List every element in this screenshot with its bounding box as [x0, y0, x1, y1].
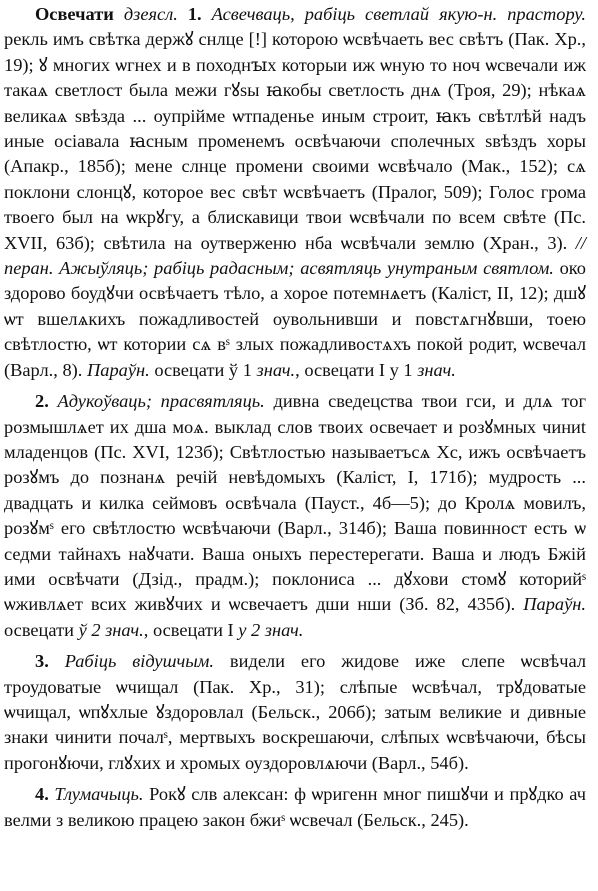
- sense-number: 2.: [35, 391, 49, 412]
- citations: видели его жидове иже слепе ѡсвѣчал троудоватые ѡчищал (Пак. Хр., 31); слѣпые ѡсвѣчал, трꙋдоватые ѡчищал, ѡпꙋхлые ꙋздоровлал (Бельск., 206б); затым великие и дивные знаки чинити почалˢ, мертвыхъ воскрешаючи, слѣпых ѡсвѣчаючи, бѣсы прогонꙋючи, глꙋхих и хромых оуздоровлѧючи (Варл., 54б).: [4, 651, 587, 773]
- cross-reference: , освецати I: [143, 619, 239, 640]
- sense-abbrev: у 2 знач.: [238, 619, 304, 640]
- sense-definition: Рабіць відушчым.: [48, 651, 215, 672]
- sense-number: 4.: [35, 784, 49, 805]
- sense-number: 3.: [35, 651, 49, 672]
- compare-label: Параўн.: [87, 359, 150, 380]
- entry-paragraph-1: [4, 2, 586, 383]
- citations: око здорово боудꙋчи освѣчаетъ тѣло, а хорое потемнѧетъ (Каліст, II, 12); дшꙋ ѡт вшелѧкихъ пожадливостей оувольнивши и повстѧгнꙋвши, тоею свѣтлостю, ѡт котории сѧ вˢ злых пожадливостѧхъ покой родит, ѡсвечал (Варл., 8).: [4, 258, 586, 380]
- entry-paragraph-4: [4, 782, 586, 833]
- part-of-speech: дзеясл.: [113, 4, 188, 24]
- sense-number: 1.: [187, 4, 202, 24]
- sense-abbrev: знач.: [417, 359, 456, 380]
- entry-paragraph-2: [4, 389, 586, 643]
- cross-reference: освецати ў 1: [149, 359, 257, 380]
- sense-abbrev: знач.: [256, 359, 296, 380]
- citations: Рокꙋ слв алексан: ф ѡригенн мног пишꙋчи и прꙋдко ач велми з великою працею закон бжиˢ ѡсвечал (Бельск., 245).: [4, 784, 586, 830]
- cross-reference: , освецати I у 1: [295, 359, 418, 380]
- sense-abbrev: ў 2 знач.: [78, 619, 144, 640]
- cross-reference: освецати: [4, 619, 79, 640]
- sense-definition: Адукоўваць; прасвятляць.: [48, 391, 265, 412]
- sense-definition: Тлумачыць.: [48, 784, 144, 805]
- citations: дивна сведецства твои гси, и длѧ тог розмышлѧет их дша моѧ. выклад слов твоих освечает и розꙋмных чиниt младенцов (Пс. XVI, 123б); Свѣтлостью называетъсѧ Хс, ижъ освѣчаетъ розꙋмъ до познанѧ речій невѣдомыхъ (Каліст, I, 171б); мудрость ... двадцать и килка сеймовъ освѣчала (Пауст., 4б—5); до Кролѧ мовилъ, розꙋмˢ его свѣтлостю ѡсвѣчаючи (Варл., 314б); Ваша повинност есть ѡ седми тайнахъ наꙋчати. Ваша оныхъ перестерегати. Ваша и людъ Бжій ими освѣчати (Дзід., прадм.); поклониса ... дꙋхови стомꙋ которийˢ ѡживлѧет всих живꙋчих и ѡсвечаетъ дши нши (Зб. 82, 435б).: [4, 391, 587, 615]
- compare-label: Параўн.: [523, 594, 586, 615]
- sense-definition: Асвечваць, рабіць светлай якую-н. прастору.: [201, 4, 586, 24]
- figurative-definition: // перан. Ажыўляць; рабіць радасным; асвятляць унутраным святлом.: [4, 232, 586, 279]
- headword: Освечати: [35, 4, 114, 24]
- entry-paragraph-3: [4, 649, 586, 776]
- citations: рекль имъ свѣтка держꙋ снлце [!] которою ѡсвѣчаеть вес свѣтъ (Пак. Хр., 19); ꙋ многих ѡгнех и в походнꙑх которыи иж ѡную то ноч ѡсвечали иж такаѧ светлост была межи гꙋѕы ꙗкобы светлость днѧ (Троя, 29); нѣкаѧ великаѧ ѕвѣзда ... оупрійме ѡтпаденье иным строит, ꙗкъ свѣтлѣй надъ иные осіавала ꙗсным променемъ освѣчаючи сполечных ѕвѣздъ хоры (Апакр., 185б); мене слнце промени своими ѡсвѣчало (Мак., 152); сѧ поклони слонцꙋ, которое вес свѣт ѡсвѣчаетъ (Пралог, 509); Голос грома твоего был на ѡкрꙋгу, а блискавици твои ѡсвѣчали по всем свѣте (Пс. XVII, 63б); свѣтила на оутверженю нба ѡсвѣчали землю (Хран., 3).: [4, 29, 586, 253]
